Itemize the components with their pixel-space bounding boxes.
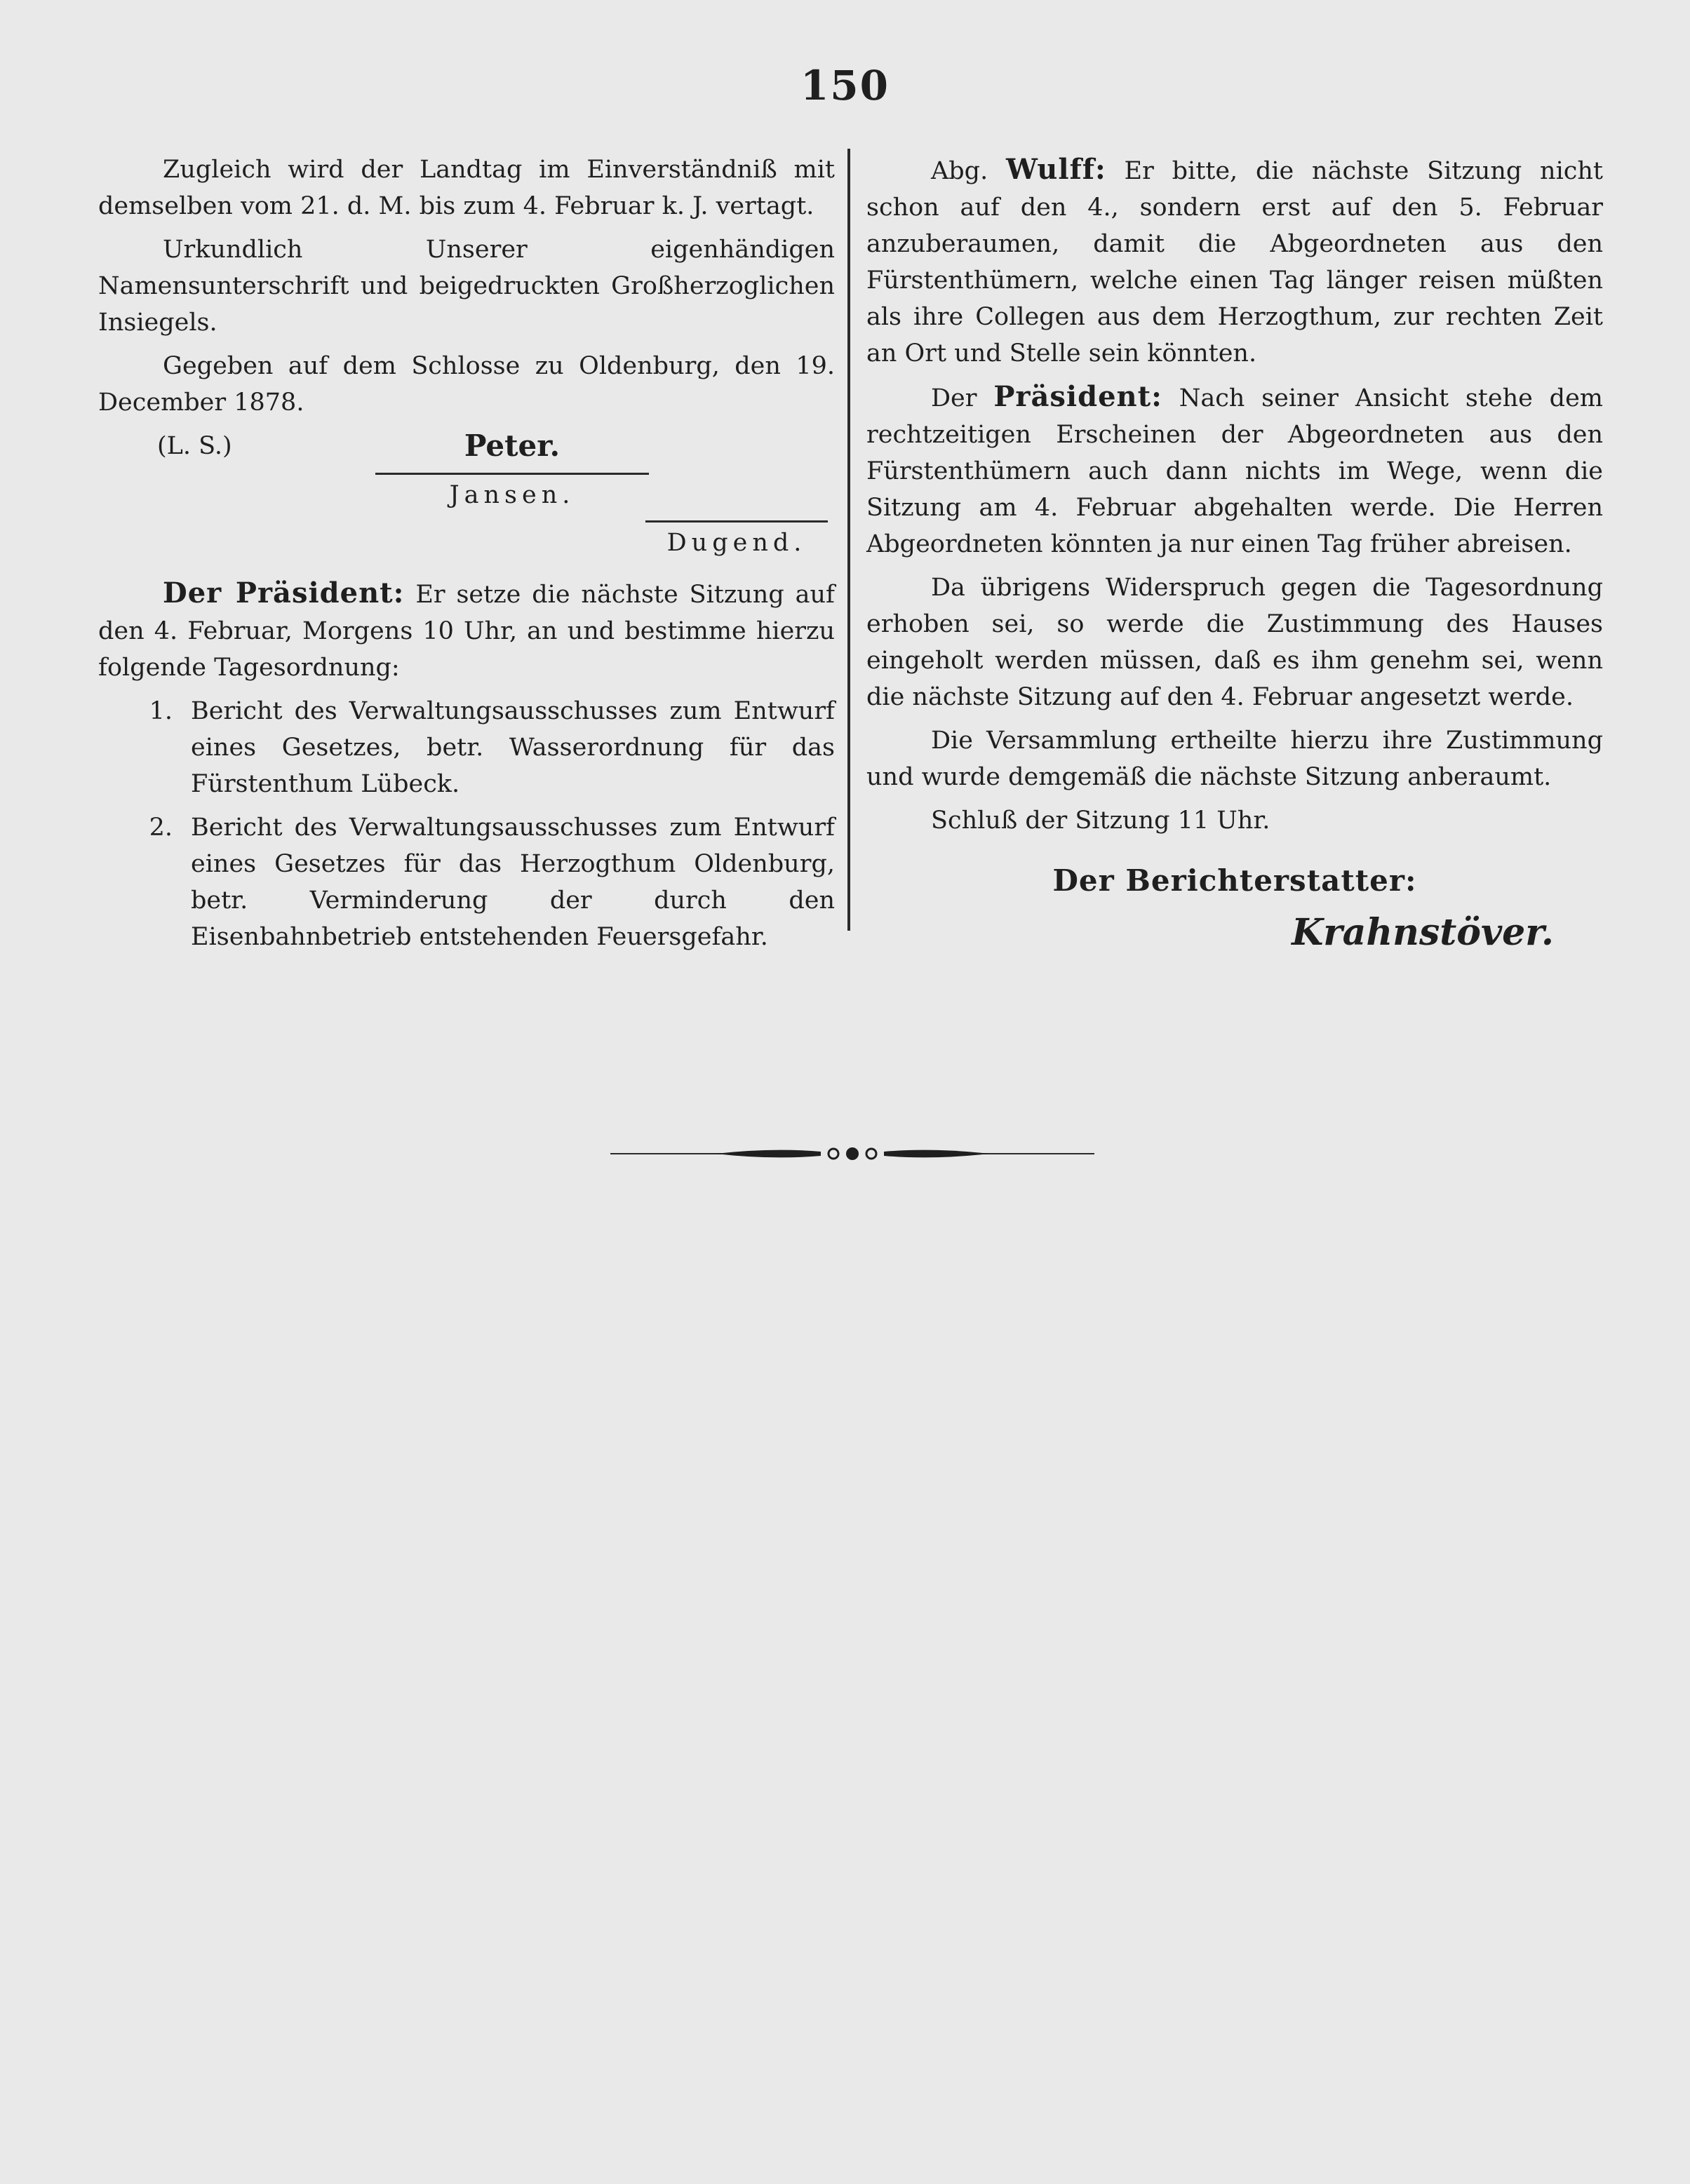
speaker-prefix: Der — [931, 384, 977, 412]
paragraph: Urkundlich Unserer eigenhändigen Namensunterschrift und beigedruckten Großherzoglichen Insiegels. — [98, 236, 835, 337]
paragraph: Zugleich wird der Landtag im Einverständniß mit demselben vom 21. d. M. bis zum 4. Februar k. J. vertagt. — [98, 156, 835, 220]
paragraph — [866, 379, 1603, 562]
paragraph: Gegeben auf dem Schlosse zu Oldenburg, den 19. December 1878. — [98, 352, 835, 417]
paragraph — [866, 151, 1603, 372]
seal-mark: (L. S.) — [157, 432, 232, 460]
paragraph — [98, 575, 835, 686]
column-divider — [847, 149, 850, 931]
ornament-rule-icon — [610, 1143, 1094, 1164]
left-column — [98, 151, 835, 962]
signature-peter: Peter. — [464, 429, 561, 463]
speaker-name: Der Präsident: — [163, 577, 405, 609]
paragraph: Schluß der Sitzung 11 Uhr. — [931, 807, 1270, 835]
reporter-label: Der Berichterstatter: — [1052, 863, 1417, 898]
page-number: 150 — [800, 62, 890, 109]
agenda-item-text: Bericht des Verwaltungsausschusses zum Entwurf eines Gesetzes, betr. Wasserordnung für das Fürstenthum Lübeck. — [191, 697, 835, 798]
paragraph: Da übrigens Widerspruch gegen die Tagesordnung erhoben sei, so werde die Zustimmung des Hauses eingeholt werden müssen, daß es ihm genehm sei, wenn die nächste Sitzung auf den 4. Februar angesetzt werde. — [866, 574, 1603, 711]
signature-jansen: Jansen. — [449, 481, 575, 509]
paragraph-text: Nach seiner Ansicht stehe dem rechtzeitigen Erscheinen der Abgeordneten aus den Fürstenthümern auch dann nichts im Wege, wenn die Sitzung am 4. Februar abgehalten werde. Die Herren Abgeordneten könnten ja nur einen Tag früher abreisen. — [866, 384, 1603, 558]
right-column — [866, 151, 1603, 954]
paragraph: Die Versammlung ertheilte hierzu ihre Zustimmung und wurde demgemäß die nächste Sitzung anberaumt. — [866, 727, 1603, 791]
speaker-prefix: Abg. — [931, 157, 988, 185]
speaker-name: Präsident: — [993, 380, 1162, 413]
agenda-item-number: 1. — [149, 697, 173, 725]
signature-rule — [375, 473, 649, 475]
agenda-item-text: Bericht des Verwaltungsausschusses zum Entwurf eines Gesetzes für das Herzogthum Oldenburg, betr. Verminderung der durch den Eisenbahnbetrieb entstehenden Feuersgefahr. — [191, 814, 835, 951]
paragraph-text: Er bitte, die nächste Sitzung nicht schon auf den 4., sondern erst auf den 5. Februar anzuberaumen, damit die Abgeordneten aus den Fürstenthümern, welche einen Tag länger reisen müßten als ihre Collegen aus dem Herzogthum, zur rechten Zeit an Ort und Stelle sein könnten. — [866, 157, 1603, 368]
reporter-name: Krahnstöver. — [1292, 911, 1554, 954]
signature-block — [98, 428, 835, 575]
signature-rule — [645, 520, 828, 523]
signature-dugend: Dugend. — [666, 529, 807, 557]
agenda-item — [98, 693, 835, 802]
speaker-name: Wulff: — [1006, 153, 1106, 186]
agenda-item — [98, 809, 835, 955]
agenda-item-number: 2. — [149, 814, 173, 842]
paragraph-text: Er setze die nächste Sitzung auf den 4. Februar, Morgens 10 Uhr, an und bestimme hierzu folgende Tagesordnung: — [98, 581, 835, 682]
